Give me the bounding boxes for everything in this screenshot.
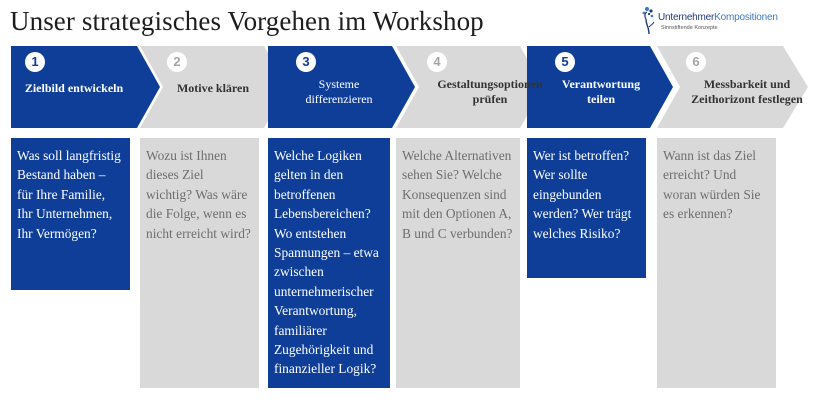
step-label: Verantwortung teilen <box>561 77 641 106</box>
logo-tagline: Sinnstiftende Konzepte <box>661 25 718 31</box>
step-question-panel-3: Welche Logiken gelten in den betroffenen Lebensbereichen? Wo entstehen Spannungen – etwa zwischen unternehmerischer Verantwortung, familiärer Zugehörigkeit und finanzieller Logik? <box>268 138 390 388</box>
step-question-panel-4: Welche Alternativen sehen Sie? Welche Konsequenzen sind mit den Optionen A, B und C verbunden? <box>396 138 520 388</box>
step-label: Systeme differenzieren <box>305 77 373 106</box>
step-question-panel-5: Wer ist betroffen? Wer sollte eingebunden werden? Wer trägt welches Risiko? <box>527 138 646 278</box>
step-label: Zielbild entwickeln <box>24 81 124 95</box>
step-number: 3 <box>296 52 316 72</box>
step-number: 5 <box>555 52 575 72</box>
step-label: Gestaltungsoptionen prüfen <box>437 77 543 106</box>
step-number: 6 <box>686 52 706 72</box>
step-number: 4 <box>427 52 447 72</box>
logo-wordmark: UnternehmerKompositionen <box>658 12 778 23</box>
step-6 <box>657 44 807 132</box>
step-number: 2 <box>167 52 187 72</box>
step-label: Motive klären <box>176 81 250 95</box>
step-question-panel-2: Wozu ist Ihnen dieses Ziel wichtig? Was wäre die Folge, wenn es nicht erreicht wird? <box>140 138 259 388</box>
step-4 <box>396 44 546 132</box>
step-label: Messbarkeit und Zeithorizont festlegen <box>691 77 803 106</box>
step-1 <box>11 44 161 132</box>
page-title: Unser strategisches Vorgehen im Workshop <box>10 6 484 36</box>
step-question-panel-6: Wann ist das Ziel erreicht? Und woran würden Sie es erkennen? <box>657 138 776 388</box>
step-5 <box>527 44 677 132</box>
step-number: 1 <box>25 52 45 72</box>
step-question-panel-1: Was soll langfristig Bestand haben – für Ihre Familie, Ihr Unternehmen, Ihr Vermögen? <box>11 138 130 290</box>
